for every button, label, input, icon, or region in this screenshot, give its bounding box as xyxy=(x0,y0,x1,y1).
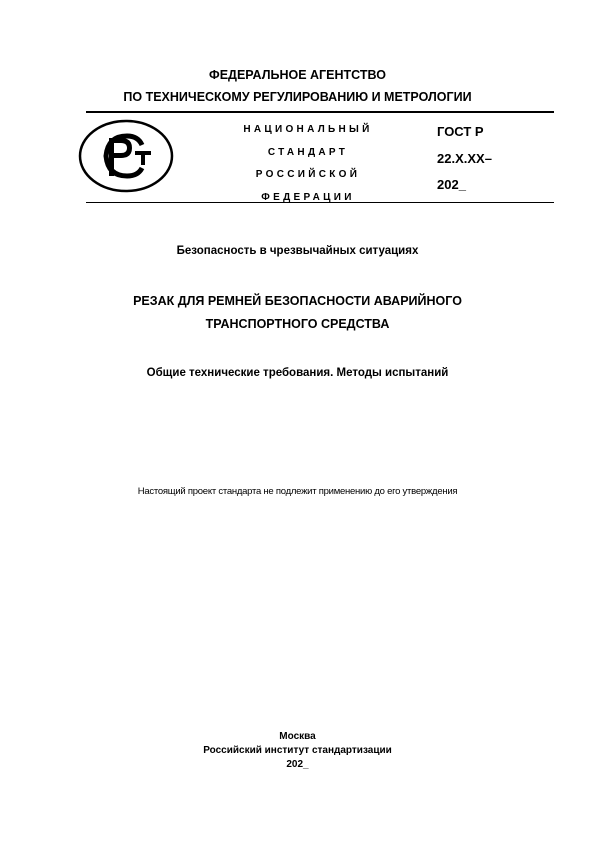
title-line-2: ТРАНСПОРТНОГО СРЕДСТВА xyxy=(205,317,390,331)
document-subtitle: Общие технические требования. Методы испытаний xyxy=(146,367,449,379)
series-title: Безопасность в чрезвычайных ситуациях xyxy=(176,245,419,257)
gost-designation xyxy=(437,119,547,199)
header-divider-bottom xyxy=(86,202,554,203)
agency-header xyxy=(0,64,595,108)
header-divider-top xyxy=(86,111,554,113)
national-standard-label xyxy=(210,119,406,209)
national-line-1: НАЦИОНАЛЬНЫЙ xyxy=(243,124,373,135)
footer-publisher: Российский институт стандартизации xyxy=(203,745,392,756)
gost-line-1: ГОСТ Р xyxy=(437,124,484,139)
title-line-1: РЕЗАК ДЛЯ РЕМНЕЙ БЕЗОПАСНОСТИ АВАРИЙНОГО xyxy=(133,294,462,308)
gost-line-2: 22.Х.ХХ– xyxy=(437,150,492,166)
national-line-4: ФЕДЕРАЦИИ xyxy=(261,191,355,203)
imprint-footer xyxy=(0,730,595,772)
national-line-3: РОССИЙСКОЙ xyxy=(255,169,361,180)
agency-line-2: ПО ТЕХНИЧЕСКОМУ РЕГУЛИРОВАНИЮ И МЕТРОЛОГИИ xyxy=(123,90,472,104)
national-line-2: СТАНДАРТ xyxy=(267,146,349,158)
footer-city: Москва xyxy=(279,731,316,742)
agency-line-1: ФЕДЕРАЛЬНОЕ АГЕНТСТВО xyxy=(209,68,386,82)
document-title xyxy=(0,290,595,336)
draft-notice: Настоящий проект стандарта не подлежит применению до его утверждения xyxy=(137,486,458,497)
footer-year: 202_ xyxy=(286,759,309,770)
gost-line-3: 202_ xyxy=(437,177,466,192)
rst-certification-mark-icon xyxy=(76,118,176,194)
